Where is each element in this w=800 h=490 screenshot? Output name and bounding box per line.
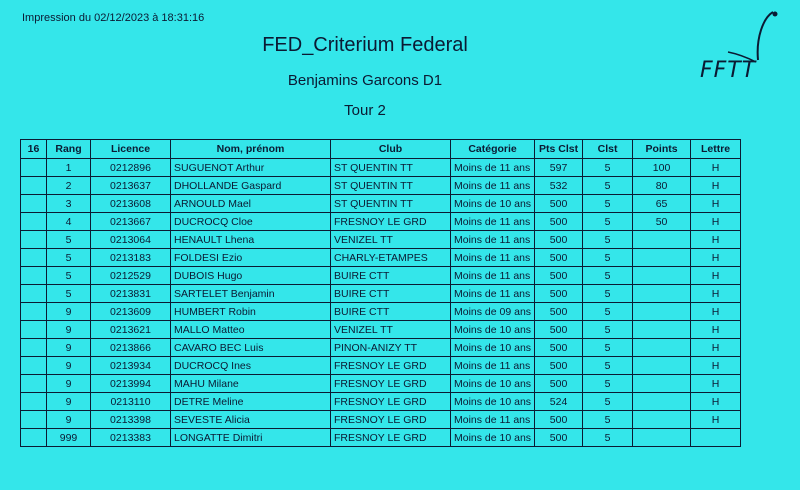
licence-cell: 0212529 [91, 267, 171, 285]
column-header: Nom, prénom [171, 140, 331, 159]
column-header: Licence [91, 140, 171, 159]
pts-clst-cell: 500 [535, 249, 583, 267]
table-row [21, 429, 741, 447]
licence-cell: 0213667 [91, 213, 171, 231]
rang-cell: 9 [47, 411, 91, 429]
points-cell [633, 303, 691, 321]
row-marker [21, 321, 47, 339]
lettre-cell: H [691, 411, 741, 429]
points-cell [633, 249, 691, 267]
table-row [21, 195, 741, 213]
row-marker [21, 339, 47, 357]
clst-cell: 5 [583, 429, 633, 447]
category-cell: Moins de 11 ans [451, 357, 535, 375]
points-cell [633, 339, 691, 357]
column-header: Lettre [691, 140, 741, 159]
lettre-cell: H [691, 159, 741, 177]
lettre-cell: H [691, 321, 741, 339]
points-cell [633, 393, 691, 411]
club-cell: FRESNOY LE GRD [331, 411, 451, 429]
name-cell: SARTELET Benjamin [171, 285, 331, 303]
name-cell: CAVARO BEC Luis [171, 339, 331, 357]
table-row [21, 177, 741, 195]
row-marker [21, 267, 47, 285]
table-row [21, 159, 741, 177]
club-cell: FRESNOY LE GRD [331, 375, 451, 393]
licence-cell: 0213831 [91, 285, 171, 303]
pts-clst-cell: 500 [535, 357, 583, 375]
lettre-cell: H [691, 231, 741, 249]
rang-cell: 9 [47, 339, 91, 357]
column-header: Points [633, 140, 691, 159]
category-cell: Moins de 11 ans [451, 411, 535, 429]
name-cell: HENAULT Lhena [171, 231, 331, 249]
lettre-cell [691, 429, 741, 447]
licence-cell: 0213637 [91, 177, 171, 195]
pts-clst-cell: 500 [535, 411, 583, 429]
points-cell [633, 411, 691, 429]
category-cell: Moins de 11 ans [451, 249, 535, 267]
name-cell: MALLO Matteo [171, 321, 331, 339]
licence-cell: 0213994 [91, 375, 171, 393]
table-row [21, 267, 741, 285]
clst-cell: 5 [583, 375, 633, 393]
category-cell: Moins de 10 ans [451, 375, 535, 393]
column-header: Catégorie [451, 140, 535, 159]
clst-cell: 5 [583, 231, 633, 249]
category-cell: Moins de 10 ans [451, 393, 535, 411]
pts-clst-cell: 500 [535, 375, 583, 393]
licence-cell: 0213866 [91, 339, 171, 357]
table-row [21, 321, 741, 339]
lettre-cell: H [691, 285, 741, 303]
name-cell: DUCROCQ Cloe [171, 213, 331, 231]
club-cell: CHARLY-ETAMPES [331, 249, 451, 267]
licence-cell: 0213398 [91, 411, 171, 429]
category-cell: Moins de 10 ans [451, 195, 535, 213]
name-cell: SEVESTE Alicia [171, 411, 331, 429]
pts-clst-cell: 500 [535, 213, 583, 231]
club-cell: BUIRE CTT [331, 267, 451, 285]
rang-cell: 9 [47, 321, 91, 339]
row-marker [21, 429, 47, 447]
points-cell [633, 231, 691, 249]
row-marker [21, 375, 47, 393]
club-cell: ST QUENTIN TT [331, 159, 451, 177]
table-row [21, 411, 741, 429]
row-marker [21, 357, 47, 375]
pts-clst-cell: 500 [535, 339, 583, 357]
page-title: FED_Criterium Federal [262, 34, 468, 56]
pts-clst-cell: 500 [535, 303, 583, 321]
points-cell: 80 [633, 177, 691, 195]
row-marker [21, 195, 47, 213]
points-cell [633, 285, 691, 303]
row-marker [21, 393, 47, 411]
tour-label: Tour 2 [344, 102, 386, 119]
club-cell: BUIRE CTT [331, 285, 451, 303]
pts-clst-cell: 500 [535, 267, 583, 285]
row-marker [21, 303, 47, 321]
table-row [21, 357, 741, 375]
lettre-cell: H [691, 195, 741, 213]
points-cell [633, 375, 691, 393]
clst-cell: 5 [583, 159, 633, 177]
table-row [21, 339, 741, 357]
rang-cell: 5 [47, 249, 91, 267]
clst-cell: 5 [583, 357, 633, 375]
licence-cell: 0213183 [91, 249, 171, 267]
column-header: Club [331, 140, 451, 159]
pts-clst-cell: 500 [535, 429, 583, 447]
club-cell: ST QUENTIN TT [331, 177, 451, 195]
club-cell: FRESNOY LE GRD [331, 393, 451, 411]
pts-clst-cell: 500 [535, 231, 583, 249]
name-cell: MAHU Milane [171, 375, 331, 393]
lettre-cell: H [691, 177, 741, 195]
lettre-cell: H [691, 267, 741, 285]
clst-cell: 5 [583, 195, 633, 213]
clst-cell: 5 [583, 213, 633, 231]
licence-cell: 0213934 [91, 357, 171, 375]
category-cell: Moins de 11 ans [451, 213, 535, 231]
pts-clst-cell: 532 [535, 177, 583, 195]
clst-cell: 5 [583, 285, 633, 303]
points-cell [633, 357, 691, 375]
points-cell: 100 [633, 159, 691, 177]
points-cell: 65 [633, 195, 691, 213]
rang-cell: 4 [47, 213, 91, 231]
lettre-cell: H [691, 375, 741, 393]
club-cell: VENIZEL TT [331, 321, 451, 339]
rang-cell: 999 [47, 429, 91, 447]
column-header: Pts Clst [535, 140, 583, 159]
club-cell: VENIZEL TT [331, 231, 451, 249]
clst-cell: 5 [583, 393, 633, 411]
clst-cell: 5 [583, 339, 633, 357]
points-cell: 50 [633, 213, 691, 231]
points-cell [633, 267, 691, 285]
rang-cell: 9 [47, 357, 91, 375]
row-marker [21, 285, 47, 303]
table-row [21, 285, 741, 303]
category-cell: Moins de 11 ans [451, 267, 535, 285]
category-cell: Moins de 10 ans [451, 429, 535, 447]
results-table [20, 139, 741, 447]
category-cell: Moins de 11 ans [451, 177, 535, 195]
name-cell: ARNOULD Mael [171, 195, 331, 213]
column-header: Clst [583, 140, 633, 159]
category-cell: Moins de 10 ans [451, 321, 535, 339]
column-header: 16 [21, 140, 47, 159]
club-cell: FRESNOY LE GRD [331, 357, 451, 375]
rang-cell: 2 [47, 177, 91, 195]
name-cell: FOLDESI Ezio [171, 249, 331, 267]
rang-cell: 5 [47, 231, 91, 249]
pts-clst-cell: 500 [535, 321, 583, 339]
name-cell: SUGUENOT Arthur [171, 159, 331, 177]
licence-cell: 0213110 [91, 393, 171, 411]
rang-cell: 1 [47, 159, 91, 177]
table-row [21, 231, 741, 249]
clst-cell: 5 [583, 177, 633, 195]
clst-cell: 5 [583, 321, 633, 339]
licence-cell: 0212896 [91, 159, 171, 177]
name-cell: DUCROCQ Ines [171, 357, 331, 375]
category-cell: Moins de 11 ans [451, 285, 535, 303]
lettre-cell: H [691, 339, 741, 357]
lettre-cell: H [691, 303, 741, 321]
row-marker [21, 177, 47, 195]
name-cell: HUMBERT Robin [171, 303, 331, 321]
table-row [21, 393, 741, 411]
rang-cell: 5 [47, 285, 91, 303]
club-cell: FRESNOY LE GRD [331, 213, 451, 231]
print-date: Impression du 02/12/2023 à 18:31:16 [22, 12, 205, 24]
club-cell: FRESNOY LE GRD [331, 429, 451, 447]
points-cell [633, 429, 691, 447]
name-cell: DHOLLANDE Gaspard [171, 177, 331, 195]
lettre-cell: H [691, 357, 741, 375]
row-marker [21, 231, 47, 249]
table-row [21, 303, 741, 321]
category-cell: Moins de 11 ans [451, 159, 535, 177]
licence-cell: 0213609 [91, 303, 171, 321]
table-row [21, 213, 741, 231]
fftt-logo: FFTT [700, 58, 757, 83]
clst-cell: 5 [583, 411, 633, 429]
division-subtitle: Benjamins Garcons D1 [287, 72, 443, 89]
row-marker [21, 411, 47, 429]
lettre-cell: H [691, 393, 741, 411]
pts-clst-cell: 500 [535, 285, 583, 303]
licence-cell: 0213383 [91, 429, 171, 447]
club-cell: BUIRE CTT [331, 303, 451, 321]
lettre-cell: H [691, 249, 741, 267]
licence-cell: 0213608 [91, 195, 171, 213]
pts-clst-cell: 597 [535, 159, 583, 177]
pts-clst-cell: 500 [535, 195, 583, 213]
rang-cell: 3 [47, 195, 91, 213]
name-cell: DUBOIS Hugo [171, 267, 331, 285]
rang-cell: 9 [47, 375, 91, 393]
clst-cell: 5 [583, 267, 633, 285]
row-marker [21, 159, 47, 177]
rang-cell: 5 [47, 267, 91, 285]
clst-cell: 5 [583, 249, 633, 267]
clst-cell: 5 [583, 303, 633, 321]
licence-cell: 0213064 [91, 231, 171, 249]
points-cell [633, 321, 691, 339]
category-cell: Moins de 09 ans [451, 303, 535, 321]
column-header: Rang [47, 140, 91, 159]
table-row [21, 249, 741, 267]
club-cell: ST QUENTIN TT [331, 195, 451, 213]
name-cell: DETRE Meline [171, 393, 331, 411]
row-marker [21, 249, 47, 267]
row-marker [21, 213, 47, 231]
category-cell: Moins de 11 ans [451, 231, 535, 249]
pts-clst-cell: 524 [535, 393, 583, 411]
table-header-row [21, 140, 741, 159]
club-cell: PINON-ANIZY TT [331, 339, 451, 357]
rang-cell: 9 [47, 303, 91, 321]
name-cell: LONGATTE Dimitri [171, 429, 331, 447]
rang-cell: 9 [47, 393, 91, 411]
licence-cell: 0213621 [91, 321, 171, 339]
category-cell: Moins de 10 ans [451, 339, 535, 357]
table-row [21, 375, 741, 393]
lettre-cell: H [691, 213, 741, 231]
